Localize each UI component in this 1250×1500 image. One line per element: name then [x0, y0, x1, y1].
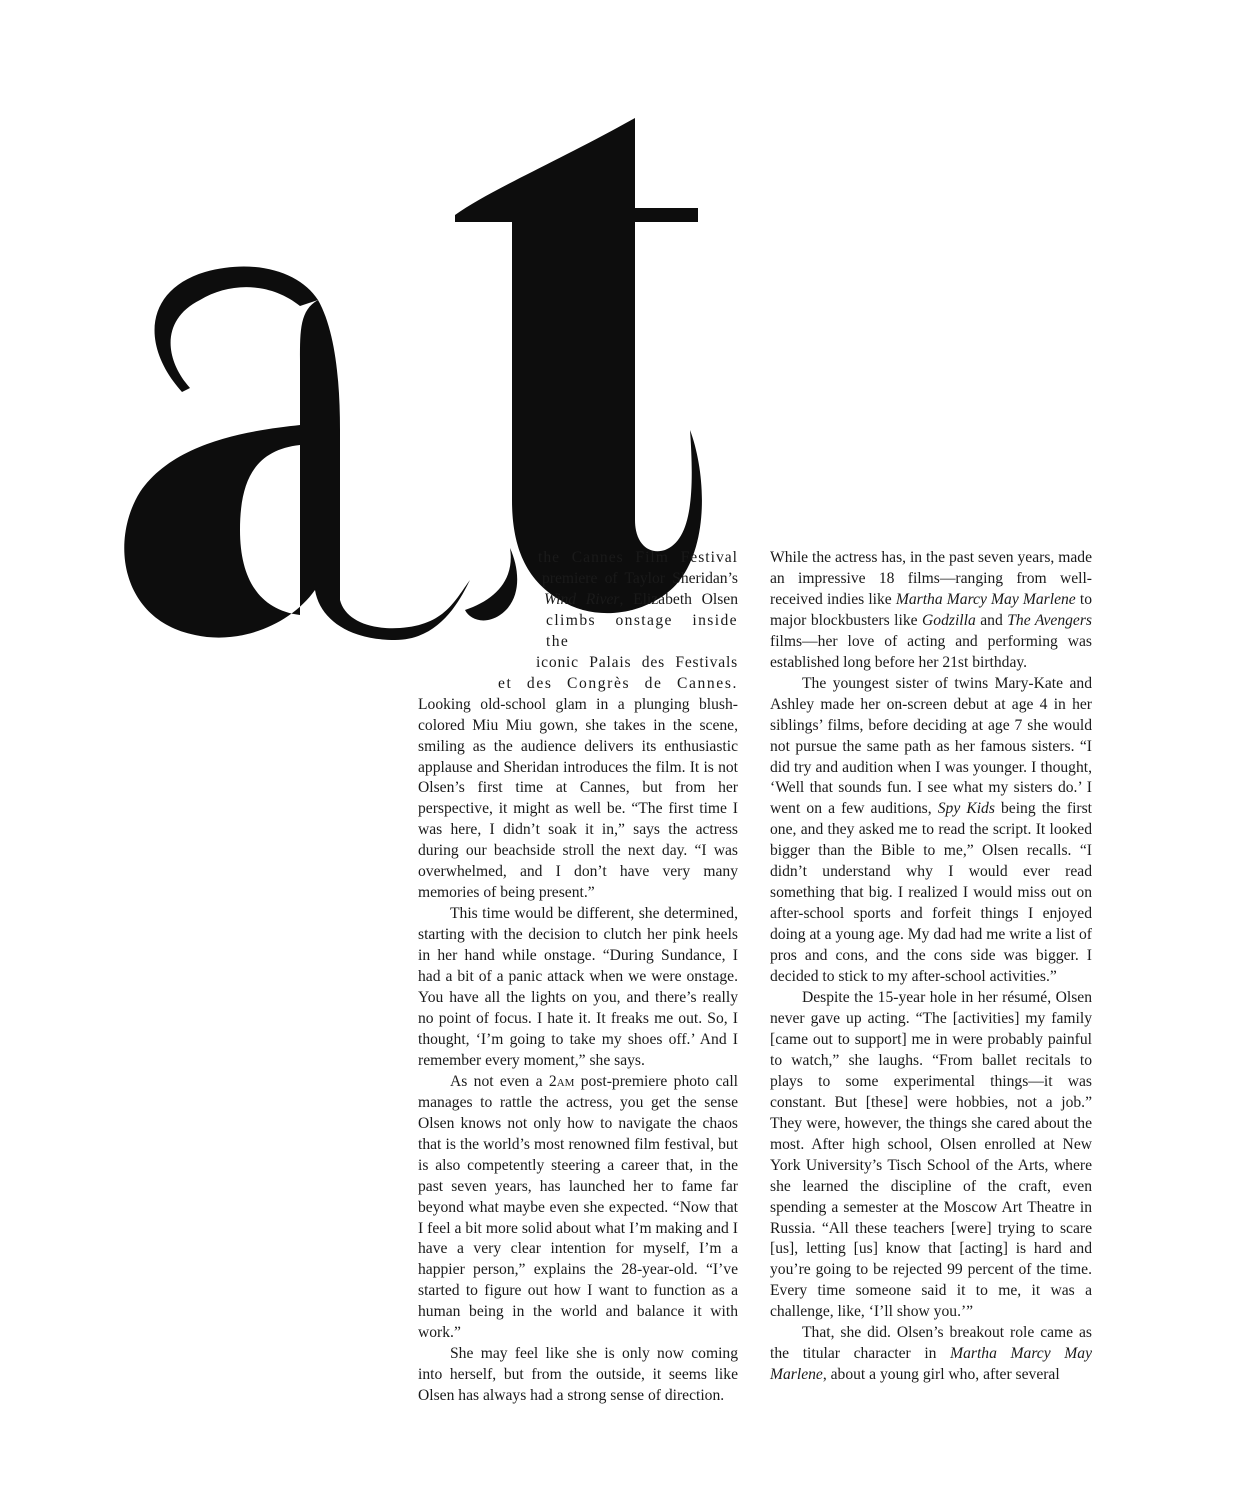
lead-in-3: Wind River, Elizabeth Olsen: [544, 590, 738, 608]
film-title-avengers: The Avengers: [1007, 611, 1092, 629]
lead-in-6: [498, 674, 738, 695]
paragraph-3-b: post-premiere photo call manages to rattle the actress, you get the sense Olsen knows not only how to navigate the chaos that is the world’s most renowned film festival, but is also competently steering a career that, in the past seven years, has launched her to fame far beyond what maybe even she expected. “Now that I feel a bit more solid about what I’m making and I have a very clear intention for myself, I’m a happier person,” explains the 28-year-old. “I’ve started to figure out how I want to function as a human being in the world and balance it with work.”: [418, 1072, 738, 1342]
lead-in: [538, 548, 738, 569]
paragraph-5-c: and: [975, 611, 1008, 629]
paragraph-7: Despite the 15-year hole in her résumé, Olsen never gave up acting. “The [activities] my family [came out to support] me in were probably painful to watch,” she laughs. “From ballet recitals to plays to some experimental things—it was constant. But [these] were hobbies, not a job.” They were, however, the things she cared about the most. After high school, Olsen enrolled at New York University’s Tisch School of the Arts, where she learned the discipline of the craft, even spending a semester at the Moscow Art Theatre in Russia. “All these teachers [were] trying to scare [us], letting [us] know that [acting] is hard and you’re going to be rejected 99 percent of the time. Every time someone said it to me, it was a challenge, like, ‘I’ll show you.’”: [770, 989, 1092, 1321]
film-title-martha: Martha Marcy May Marlene: [895, 590, 1076, 608]
paragraph-8: [770, 1323, 1092, 1386]
lead-line-6: et des Congrès de Cannes.: [498, 674, 738, 692]
lead-line-2: premiere of Taylor Sheridan’s: [542, 569, 738, 587]
lead-in-5: [536, 653, 738, 674]
paragraph-5: [770, 548, 1092, 674]
lead-line-5: iconic Palais des Festivals: [536, 653, 738, 671]
paragraph-2: This time would be different, she determined, starting with the decision to clutch her pink heels in her hand while onstage. “During Sundance, I had a bit of a panic attack when we were onstage. You have all the lights on you, and there’s really no point of focus. I hate it. It freaks me out. So, I thought, ‘I’m going to take my shoes off.’ And I remember every moment,” she says.: [418, 905, 738, 1069]
paragraph-3-time: am: [556, 1072, 575, 1090]
paragraph-6-b: being the first one, and they asked me to read the script. It looked bigger than the Bible to me,” Olsen recalls. “I didn’t understand why I would ever read something that big. I realized I would miss out on after-school sports and forfeit things I enjoyed doing at a young age. My dad had me write a list of pros and cons, and the cons side was bigger. I decided to stick to my after-school activities.”: [770, 800, 1092, 986]
paragraph-3-a: As not even a 2: [450, 1072, 557, 1090]
article-column-2: [770, 548, 1092, 1386]
film-title-godzilla: Godzilla: [922, 611, 976, 629]
paragraph-4: She may feel like she is only now coming into herself, but from the outside, it seems like Olsen has always had a strong sense of direction.: [418, 1345, 738, 1405]
drop-cap-letter-t: [455, 118, 702, 613]
lead-in-4: [546, 611, 738, 653]
paragraph-3: [418, 1072, 738, 1344]
paragraph-1-rest: Looking old-school glam in a plunging blush-colored Miu Miu gown, she takes in the scene, smiling as the audience delivers its enthusiastic applause and Sheridan introduces the film. It is not Olsen’s first time at Cannes, but from her perspective, it might as well be. “The first time I was here, I didn’t soak it in,” says the actress during our beachside stroll the next day. “I was overwhelmed, and I don’t have very many memories of being present.”: [418, 695, 738, 902]
lead-in-2: [542, 569, 738, 590]
paragraph-6: [770, 674, 1092, 988]
film-title-spy-kids: Spy Kids: [937, 800, 995, 818]
film-title-martha-2: Martha Marcy May Marlene: [770, 1345, 1092, 1384]
paragraph-5-b: to major blockbusters like: [770, 590, 1092, 629]
paragraph-8-a: That, she did. Olsen’s breakout role came as the titular character in: [770, 1324, 1092, 1363]
film-title-wind-river: Wind River: [544, 590, 620, 608]
paragraph-8-b: , about a young girl who, after several: [822, 1366, 1060, 1384]
paragraph-6-a: The youngest sister of twins Mary-Kate and Ashley made her on-screen debut at age 4 in her siblings’ films, before deciding at age 7 she would not pursue the same path as her famous sisters. “I did try and audition when I was younger. I thought, ‘Well that sounds fun. I see what my sisters do.’ I went on a few auditions,: [770, 674, 1092, 818]
article-column-1: [418, 548, 738, 1407]
lead-line-1: the Cannes Film Festival: [538, 549, 738, 566]
paragraph-5-d: films—her love of acting and performing was established long before her 21st birthday.: [770, 632, 1092, 671]
paragraph-5-a: While the actress has, in the past seven years, made an impressive 18 films—ranging from well-received indies like: [770, 549, 1092, 608]
lead-line-4: climbs onstage inside the: [546, 611, 738, 650]
